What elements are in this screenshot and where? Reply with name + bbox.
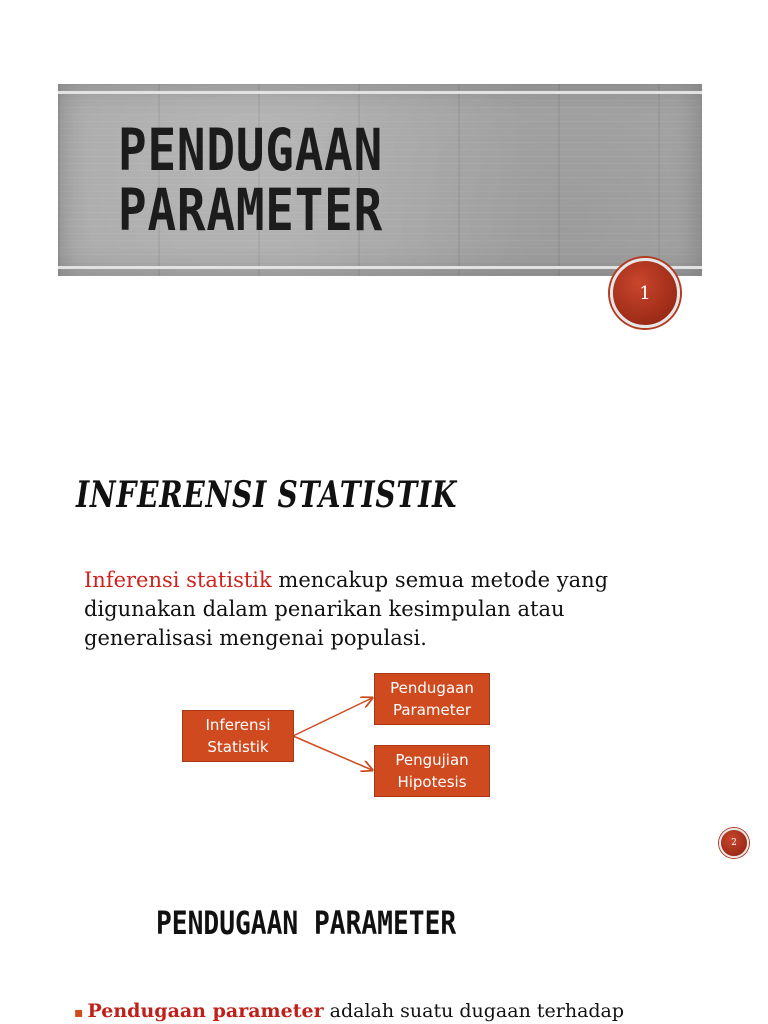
- definition-term: Inferensi statistik: [84, 568, 272, 592]
- box-label-line1: Inferensi: [205, 716, 271, 734]
- slide-number-badge-1: 1: [610, 258, 680, 328]
- arrow-to-pendugaan: [293, 698, 372, 736]
- slide-title-line2: PARAMETER: [118, 176, 384, 244]
- box-label-line1: Pengujian: [395, 751, 469, 769]
- bullet-point: [74, 1000, 754, 1022]
- arrow-to-pengujian: [293, 736, 372, 770]
- box-label-line1: Pendugaan: [390, 679, 474, 697]
- diagram-box-inferensi-statistik: [182, 710, 294, 762]
- bullet-text: adalah suatu dugaan terhadap: [323, 1000, 625, 1022]
- slide-number-badge-2: 2: [719, 828, 749, 858]
- section-heading-pendugaan: PENDUGAAN PARAMETER: [156, 904, 457, 942]
- box-label-line2: Parameter: [392, 701, 472, 719]
- diagram-box-pengujian-hipotesis: [374, 745, 490, 797]
- definition-text: mencakup semua metode yang digunakan dalam penarikan kesimpulan atau generalisasi mengenai populasi.: [84, 568, 609, 650]
- slide-title-line1: PENDUGAAN: [118, 116, 384, 184]
- bullet-square-icon: ▪: [74, 1005, 84, 1021]
- section-heading-inferensi: INFERENSI STATISTIK: [76, 474, 458, 516]
- bullet-term: Pendugaan parameter: [87, 1000, 324, 1022]
- diagram-box-pendugaan-parameter: [374, 673, 490, 725]
- box-label-line2: Hipotesis: [397, 773, 467, 791]
- box-label-line2: Statistik: [207, 738, 269, 756]
